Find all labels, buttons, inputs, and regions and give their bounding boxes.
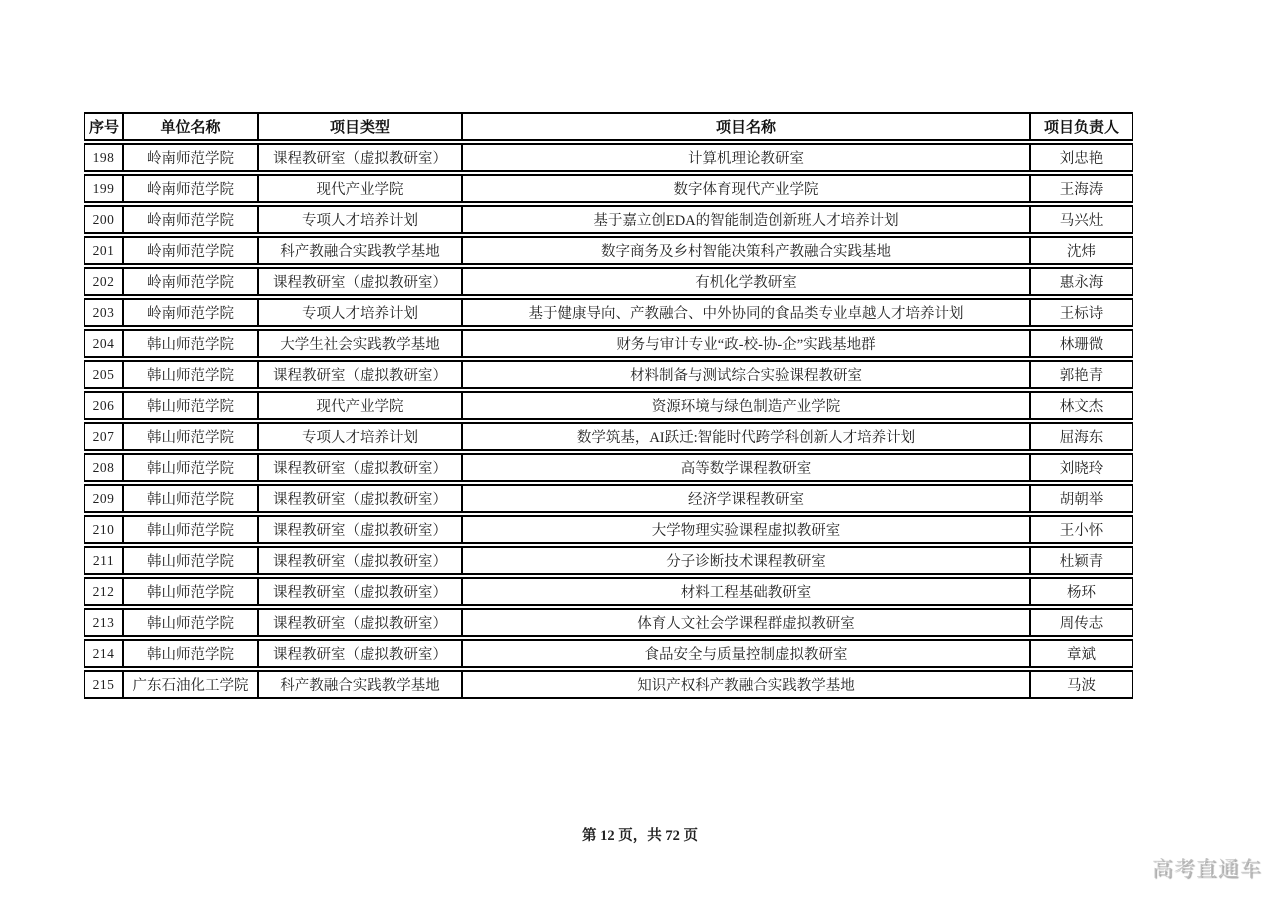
cell-project-name: 基于健康导向、产教融合、中外协同的食品类专业卓越人才培养计划 xyxy=(462,298,1030,327)
cell-project-leader: 刘忠艳 xyxy=(1030,143,1133,172)
cell-project-name: 数字体育现代产业学院 xyxy=(462,174,1030,203)
cell-project-name: 经济学课程教研室 xyxy=(462,484,1030,513)
cell-serial-number: 204 xyxy=(84,329,123,358)
table-row xyxy=(84,422,1133,451)
cell-project-leader: 周传志 xyxy=(1030,608,1133,637)
cell-project-name: 基于嘉立创EDA的智能制造创新班人才培养计划 xyxy=(462,205,1030,234)
cell-project-leader: 郭艳青 xyxy=(1030,360,1133,389)
cell-unit-name: 岭南师范学院 xyxy=(123,298,258,327)
cell-serial-number: 212 xyxy=(84,577,123,606)
cell-serial-number: 201 xyxy=(84,236,123,265)
cell-project-type: 课程教研室（虚拟教研室） xyxy=(258,453,462,482)
table-row xyxy=(84,174,1133,203)
cell-unit-name: 韩山师范学院 xyxy=(123,422,258,451)
table-header xyxy=(84,112,1133,141)
table-row xyxy=(84,608,1133,637)
cell-project-name: 数学筑基，AI跃迁:智能时代跨学科创新人才培养计划 xyxy=(462,422,1030,451)
cell-project-name: 食品安全与质量控制虚拟教研室 xyxy=(462,639,1030,668)
cell-project-name: 知识产权科产教融合实践教学基地 xyxy=(462,670,1030,699)
cell-project-type: 专项人才培养计划 xyxy=(258,205,462,234)
cell-unit-name: 韩山师范学院 xyxy=(123,484,258,513)
column-header-name: 项目名称 xyxy=(462,112,1030,141)
table-row xyxy=(84,577,1133,606)
cell-unit-name: 韩山师范学院 xyxy=(123,329,258,358)
cell-project-name: 资源环境与绿色制造产业学院 xyxy=(462,391,1030,420)
cell-serial-number: 199 xyxy=(84,174,123,203)
cell-project-leader: 林珊微 xyxy=(1030,329,1133,358)
cell-project-type: 课程教研室（虚拟教研室） xyxy=(258,143,462,172)
cell-unit-name: 韩山师范学院 xyxy=(123,360,258,389)
cell-project-leader: 章斌 xyxy=(1030,639,1133,668)
cell-serial-number: 202 xyxy=(84,267,123,296)
cell-project-type: 科产教融合实践教学基地 xyxy=(258,670,462,699)
cell-serial-number: 207 xyxy=(84,422,123,451)
cell-project-name: 高等数学课程教研室 xyxy=(462,453,1030,482)
table-header-row xyxy=(84,112,1133,141)
cell-unit-name: 韩山师范学院 xyxy=(123,577,258,606)
column-header-unit: 单位名称 xyxy=(123,112,258,141)
cell-project-type: 课程教研室（虚拟教研室） xyxy=(258,639,462,668)
cell-project-name: 财务与审计专业“政-校-协-企”实践基地群 xyxy=(462,329,1030,358)
cell-project-type: 课程教研室（虚拟教研室） xyxy=(258,484,462,513)
table-row xyxy=(84,329,1133,358)
cell-project-type: 现代产业学院 xyxy=(258,174,462,203)
cell-project-leader: 马兴灶 xyxy=(1030,205,1133,234)
cell-project-leader: 杜颖青 xyxy=(1030,546,1133,575)
cell-unit-name: 岭南师范学院 xyxy=(123,174,258,203)
cell-project-name: 大学物理实验课程虚拟教研室 xyxy=(462,515,1030,544)
cell-project-name: 有机化学教研室 xyxy=(462,267,1030,296)
cell-unit-name: 韩山师范学院 xyxy=(123,515,258,544)
column-header-type: 项目类型 xyxy=(258,112,462,141)
cell-project-type: 课程教研室（虚拟教研室） xyxy=(258,546,462,575)
cell-serial-number: 211 xyxy=(84,546,123,575)
cell-serial-number: 206 xyxy=(84,391,123,420)
cell-unit-name: 岭南师范学院 xyxy=(123,143,258,172)
cell-project-leader: 王海涛 xyxy=(1030,174,1133,203)
cell-unit-name: 韩山师范学院 xyxy=(123,391,258,420)
cell-serial-number: 198 xyxy=(84,143,123,172)
table-row xyxy=(84,205,1133,234)
cell-project-type: 课程教研室（虚拟教研室） xyxy=(258,267,462,296)
cell-project-leader: 惠永海 xyxy=(1030,267,1133,296)
cell-project-type: 专项人才培养计划 xyxy=(258,298,462,327)
cell-project-name: 计算机理论教研室 xyxy=(462,143,1030,172)
cell-project-leader: 杨环 xyxy=(1030,577,1133,606)
cell-unit-name: 韩山师范学院 xyxy=(123,453,258,482)
cell-project-type: 课程教研室（虚拟教研室） xyxy=(258,515,462,544)
cell-project-leader: 王小怀 xyxy=(1030,515,1133,544)
cell-project-type: 课程教研室（虚拟教研室） xyxy=(258,360,462,389)
cell-project-leader: 王标诗 xyxy=(1030,298,1133,327)
cell-project-type: 专项人才培养计划 xyxy=(258,422,462,451)
cell-unit-name: 岭南师范学院 xyxy=(123,236,258,265)
cell-serial-number: 215 xyxy=(84,670,123,699)
cell-unit-name: 韩山师范学院 xyxy=(123,546,258,575)
cell-project-type: 科产教融合实践教学基地 xyxy=(258,236,462,265)
column-header-leader: 项目负责人 xyxy=(1030,112,1133,141)
cell-unit-name: 韩山师范学院 xyxy=(123,639,258,668)
table-row xyxy=(84,670,1133,699)
table-row xyxy=(84,453,1133,482)
cell-unit-name: 韩山师范学院 xyxy=(123,608,258,637)
cell-project-leader: 林文杰 xyxy=(1030,391,1133,420)
cell-project-type: 现代产业学院 xyxy=(258,391,462,420)
cell-unit-name: 岭南师范学院 xyxy=(123,267,258,296)
cell-serial-number: 209 xyxy=(84,484,123,513)
column-header-no: 序号 xyxy=(84,112,123,141)
cell-project-name: 数字商务及乡村智能决策科产教融合实践基地 xyxy=(462,236,1030,265)
cell-serial-number: 214 xyxy=(84,639,123,668)
cell-project-name: 材料制备与测试综合实验课程教研室 xyxy=(462,360,1030,389)
cell-serial-number: 200 xyxy=(84,205,123,234)
table-row xyxy=(84,298,1133,327)
table-row xyxy=(84,391,1133,420)
cell-serial-number: 213 xyxy=(84,608,123,637)
table-row xyxy=(84,546,1133,575)
table-row xyxy=(84,484,1133,513)
cell-serial-number: 203 xyxy=(84,298,123,327)
cell-project-leader: 马波 xyxy=(1030,670,1133,699)
table-row xyxy=(84,143,1133,172)
watermark-text: 高考直通车 xyxy=(1152,858,1262,881)
cell-project-leader: 胡朝举 xyxy=(1030,484,1133,513)
cell-project-type: 课程教研室（虚拟教研室） xyxy=(258,608,462,637)
cell-project-type: 大学生社会实践教学基地 xyxy=(258,329,462,358)
cell-serial-number: 210 xyxy=(84,515,123,544)
table-row xyxy=(84,236,1133,265)
table-row xyxy=(84,515,1133,544)
cell-project-name: 材料工程基础教研室 xyxy=(462,577,1030,606)
cell-project-name: 分子诊断技术课程教研室 xyxy=(462,546,1030,575)
cell-project-leader: 刘晓玲 xyxy=(1030,453,1133,482)
project-list-table xyxy=(84,110,1133,701)
page-number-indicator: 第 12 页，共 72 页 xyxy=(582,828,698,844)
cell-project-leader: 沈炜 xyxy=(1030,236,1133,265)
cell-unit-name: 广东石油化工学院 xyxy=(123,670,258,699)
table-row xyxy=(84,639,1133,668)
cell-project-name: 体育人文社会学课程群虚拟教研室 xyxy=(462,608,1030,637)
table-body xyxy=(84,143,1133,699)
table-row xyxy=(84,267,1133,296)
cell-serial-number: 208 xyxy=(84,453,123,482)
cell-project-type: 课程教研室（虚拟教研室） xyxy=(258,577,462,606)
table-row xyxy=(84,360,1133,389)
cell-serial-number: 205 xyxy=(84,360,123,389)
cell-unit-name: 岭南师范学院 xyxy=(123,205,258,234)
cell-project-leader: 屈海东 xyxy=(1030,422,1133,451)
